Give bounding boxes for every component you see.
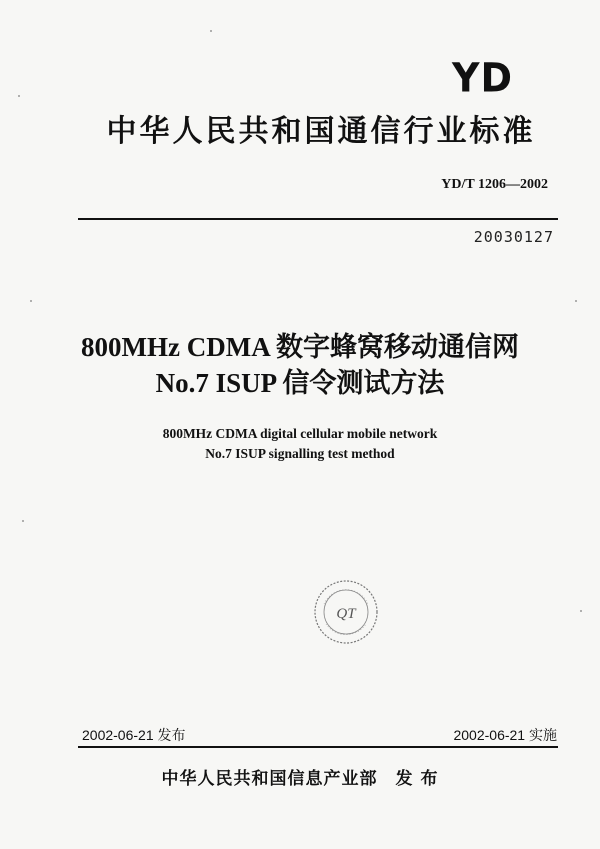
scan-speck xyxy=(575,300,577,302)
standard-number: YD/T 1206—2002 xyxy=(441,177,548,192)
scan-speck xyxy=(30,300,32,302)
issuing-authority xyxy=(0,764,600,789)
scan-speck xyxy=(22,520,24,522)
standard-type-heading: 中华人民共和国通信行业标准 xyxy=(106,114,536,149)
bottom-divider xyxy=(78,746,558,748)
title-chinese-line-2: No.7 ISUP 信令测试方法 xyxy=(155,368,445,398)
implement-date: 2002-06-21 实施 xyxy=(453,727,557,743)
seal-label: QT xyxy=(336,606,356,622)
scan-speck xyxy=(580,610,582,612)
publish-date: 2002-06-21 发布 xyxy=(82,727,186,743)
scan-speck xyxy=(210,30,212,32)
title-english-line-1: 800MHz CDMA digital cellular mobile network xyxy=(162,426,438,441)
title-chinese-line-1: 800MHz CDMA 数字蜂窝移动通信网 xyxy=(81,332,519,362)
yd-logo: YD xyxy=(452,54,514,102)
issuer-name: 中华人民共和国信息产业部 xyxy=(161,769,378,789)
top-divider xyxy=(78,218,558,220)
scan-speck xyxy=(18,95,20,97)
quality-seal-icon xyxy=(312,578,380,646)
issuer-suffix: 发 布 xyxy=(395,769,439,789)
title-english-line-2: No.7 ISUP signalling test method xyxy=(205,446,395,461)
archive-stamp-number: 20030127 xyxy=(473,228,554,246)
